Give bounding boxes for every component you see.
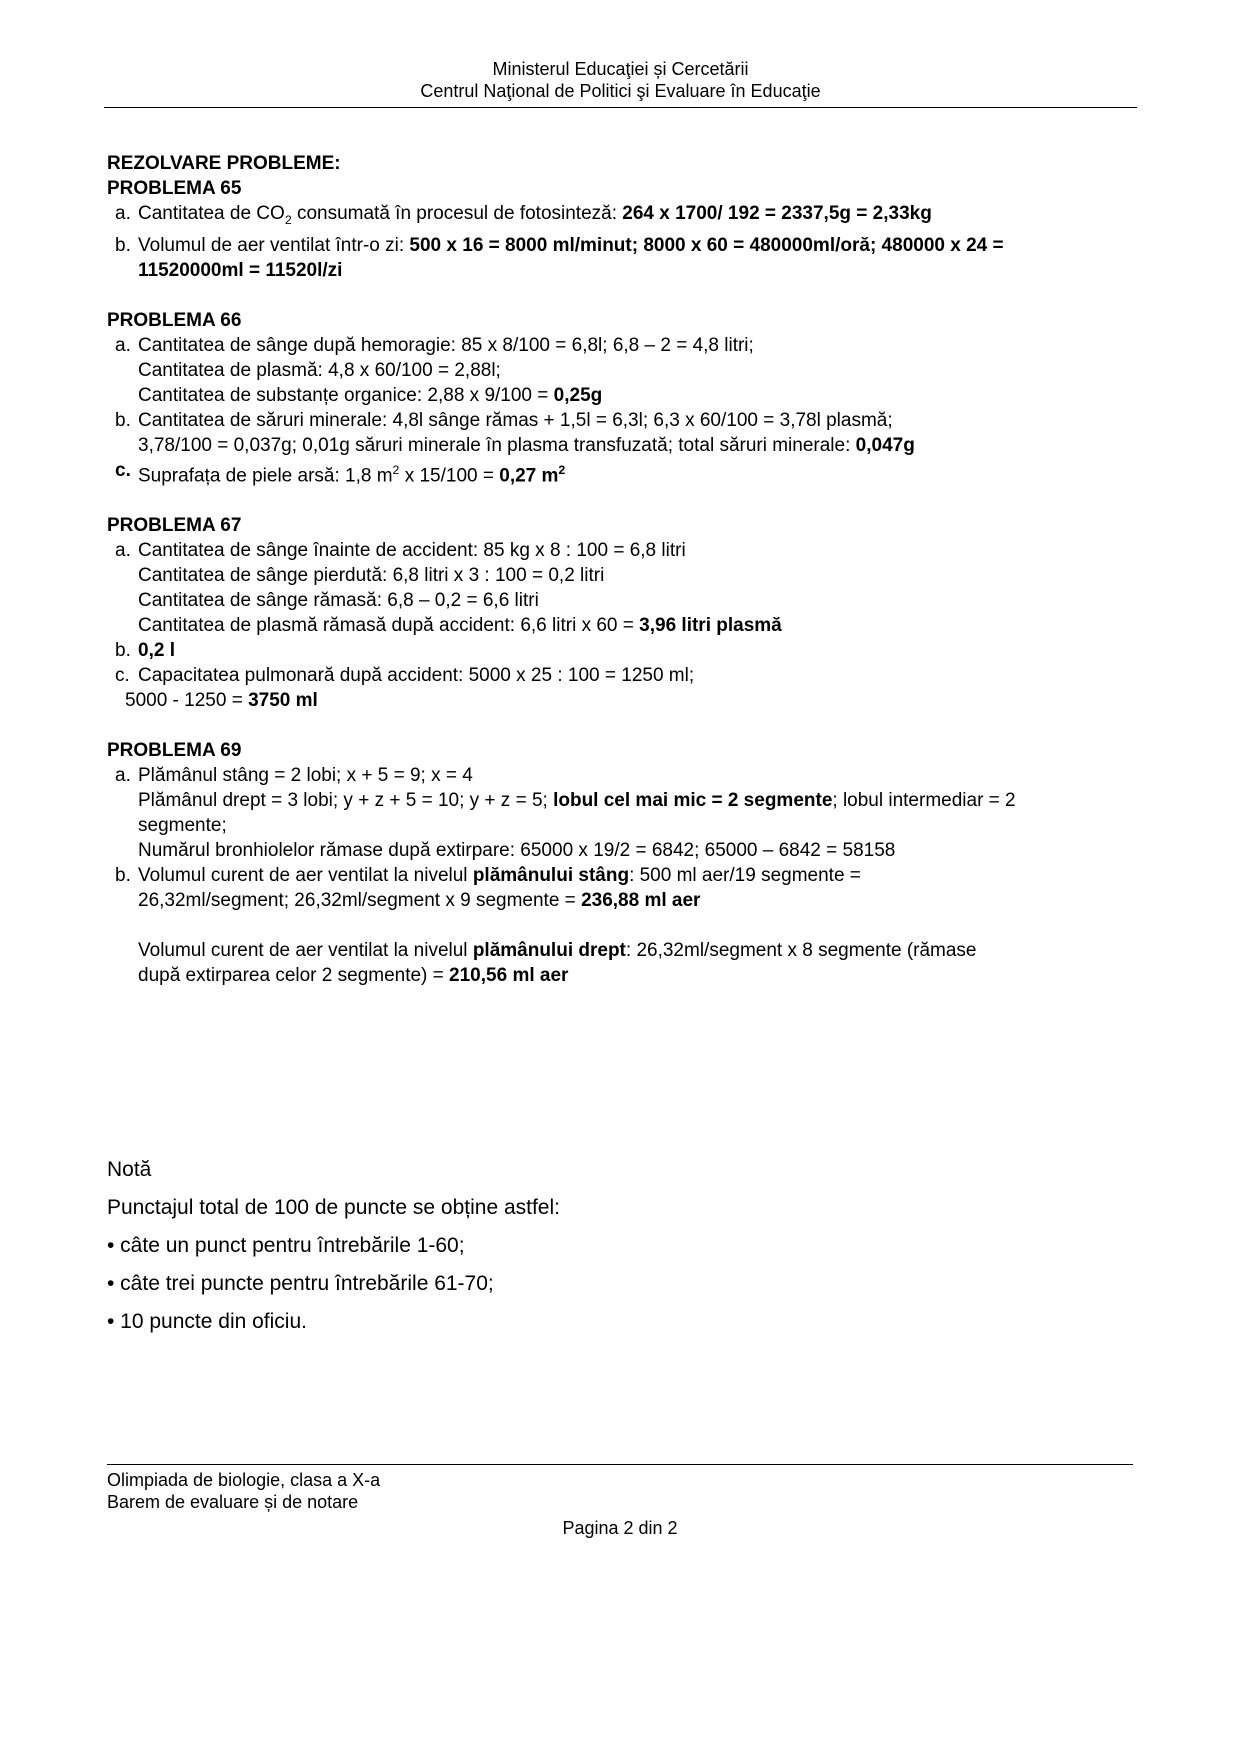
text-line [138,563,1131,588]
problem [107,738,1131,988]
text-run: Plămânul stâng = 2 lobi; x + 5 = 9; x = 4 [138,765,473,787]
nota-bullet: • 10 puncte din oficiu. [107,1310,307,1334]
text-run: 2 [392,462,400,477]
text-line [138,788,1131,813]
item-body [138,763,1131,863]
text-run: 3,96 litri plasmă [639,615,782,637]
item-label: a. [115,765,131,787]
text-run: Cantitatea de săruri minerale: 4,8l sânge rămas + 1,5l = 6,3l; 6,3 x 60/100 = 3,78l plasmă; [138,409,893,431]
problem-item [107,763,1131,863]
item-body [138,458,1131,488]
text-run: Cantitatea de sânge înainte de accident: 85 kg x 8 : 100 = 6,8 litri [138,540,686,562]
text-run: Cantitatea de sânge rămasă: 6,8 – 0,2 = 6,6 litri [138,590,539,612]
text-run: 210,56 ml aer [449,965,569,987]
text-run: Cantitatea de CO [138,203,285,224]
nota-bullets [107,1232,1131,1336]
item-body [138,538,1131,638]
item-label: b. [115,640,131,662]
text-line [138,588,1131,613]
text-line [138,458,1131,488]
text-line [138,763,1131,788]
item-body [138,863,1131,988]
problem-item [107,638,1131,663]
problem-title: PROBLEMA 65 [107,178,242,199]
text-line [138,938,1131,963]
text-line [138,333,1131,358]
text-line [138,613,1131,638]
text-run: plămânului stâng [472,865,630,887]
text-run: Volumul de aer ventilat într-o zi: [138,234,410,256]
item-label: a. [115,203,131,224]
item-body [138,408,1131,458]
text-line [138,408,1131,433]
problem-item [107,663,1131,713]
text-run: 0,2 l [138,640,175,662]
nota-bullet: • câte un punct pentru întrebările 1-60; [107,1234,465,1258]
problem-item [107,333,1131,408]
text-run: x 15/100 = [399,465,500,487]
text-run: 3,78/100 = 0,037g; 0,01g săruri minerale în plasma transfuzată; total săruri minerale: [138,434,856,456]
text-line [138,863,1131,888]
text-run: plămânului drept [472,940,626,962]
text-line [138,383,1131,408]
footer-barem: Barem de evaluare și de notare [107,1492,359,1512]
item-body [138,201,1131,233]
text-line [138,963,1131,988]
item-label: b. [115,234,131,256]
nota-intro: Punctajul total de 100 de puncte se obține astfel: [107,1196,560,1220]
page-header [0,0,1241,102]
text-run: Cantitatea de plasmă: 4,8 x 60/100 = 2,88l; [138,359,501,381]
nota-title: Notă [107,1158,152,1182]
text-line [138,638,1131,663]
item-body [138,233,1131,283]
text-line [138,433,1131,458]
text-run: Suprafața de piele arsă: 1,8 m [138,465,393,487]
text-run: Cantitatea de substanțe organice: 2,88 x 9/100 = [138,384,554,406]
text-run: Cantitatea de sânge pierdută: 6,8 litri x 3 : 100 = 0,2 litri [138,565,605,587]
text-line [138,233,1131,258]
text-run: Volumul curent de aer ventilat la nivelul [138,940,473,962]
text-run: Cantitatea de plasmă rămasă după accident: 6,6 litri x 60 = [138,615,640,637]
item-label: a. [115,334,131,356]
text-line [138,201,1131,233]
blank-line [138,913,1131,938]
text-run: 11520000ml = 11520l/zi [138,259,343,281]
problem-item [107,863,1131,988]
problems-container [107,176,1131,988]
text-run: : 26,32ml/segment x 8 segmente (rămase [625,940,977,962]
text-run: 0,25g [553,384,603,406]
text-run: 26,32ml/segment; 26,32ml/segment x 9 segmente = [138,890,582,912]
text-run: 3750 ml [248,690,318,712]
document-body [107,151,1131,1336]
solutions-title: REZOLVARE PROBLEME: [107,153,341,174]
problem [107,176,1131,283]
text-run: Numărul bronhiolelor rămase după extirpare: 65000 x 19/2 = 6842; 65000 – 6842 = 58158 [138,840,896,862]
footer-rule [107,1464,1133,1465]
page-footer [107,1464,1133,1539]
nota-bullet: • câte trei puncte pentru întrebările 61-70; [107,1272,494,1296]
text-run: 264 x 1700/ 192 = 2337,5g = 2,33kg [622,203,932,224]
page-number: Pagina 2 din 2 [562,1518,678,1538]
text-run: segmente; [138,815,227,837]
text-run: 0,047g [855,434,915,456]
text-line [138,258,1131,283]
text-run: Capacitatea pulmonară după accident: 5000 x 25 : 100 = 1250 ml; [138,665,695,687]
problem-item [107,233,1131,283]
item-body [138,638,1131,663]
text-line [138,813,1131,838]
problem-title: PROBLEMA 67 [107,515,242,537]
text-run: Plămânul drept = 3 lobi; y + z + 5 = 10; y + z = 5; [138,790,554,812]
text-run: 2 [558,462,566,477]
item-label: c. [115,459,131,481]
problem [107,513,1131,713]
item-body [125,663,1131,713]
text-run: ; lobul intermediar = 2 [832,790,1016,812]
text-line [125,688,1131,713]
problem-title: PROBLEMA 69 [107,740,242,762]
text-line [138,358,1131,383]
text-run: : 500 ml aer/19 segmente = [629,865,861,887]
text-run: 0,27 m [499,465,559,487]
problem-item [107,538,1131,638]
text-run: 2 [284,212,292,227]
text-line [138,538,1131,563]
problem-item [107,408,1131,458]
text-run: 5000 - 1250 = [125,690,249,712]
nota-section [107,1156,1131,1336]
problem [107,308,1131,488]
item-label: b. [115,409,131,431]
text-line [138,663,1131,688]
item-body [138,333,1131,408]
footer-olympiad: Olimpiada de biologie, clasa a X-a [107,1470,381,1490]
header-national-center: Centrul Naţional de Politici şi Evaluare în Educaţie [420,81,821,101]
header-ministry: Ministerul Educaţiei și Cercetării [492,59,749,79]
text-run: după extirparea celor 2 segmente) = [138,965,450,987]
text-line [138,888,1131,913]
item-label: b. [115,865,131,887]
problem-item [107,201,1131,233]
text-run: lobul cel mai mic = 2 segmente [553,790,833,812]
text-run: 500 x 16 = 8000 ml/minut; 8000 x 60 = 480000ml/oră; 480000 x 24 = [409,234,1004,256]
header-rule [104,107,1137,108]
item-label: c. [115,665,130,687]
text-line [138,838,1131,863]
problem-title: PROBLEMA 66 [107,309,242,331]
item-label: a. [115,540,131,562]
text-run: consumată în procesul de fotosinteză: [291,203,623,224]
text-run: 236,88 ml aer [581,890,701,912]
text-run: Volumul curent de aer ventilat la nivelul [138,865,473,887]
problem-item [107,458,1131,488]
text-run: Cantitatea de sânge după hemoragie: 85 x 8/100 = 6,8l; 6,8 – 2 = 4,8 litri; [138,334,754,356]
